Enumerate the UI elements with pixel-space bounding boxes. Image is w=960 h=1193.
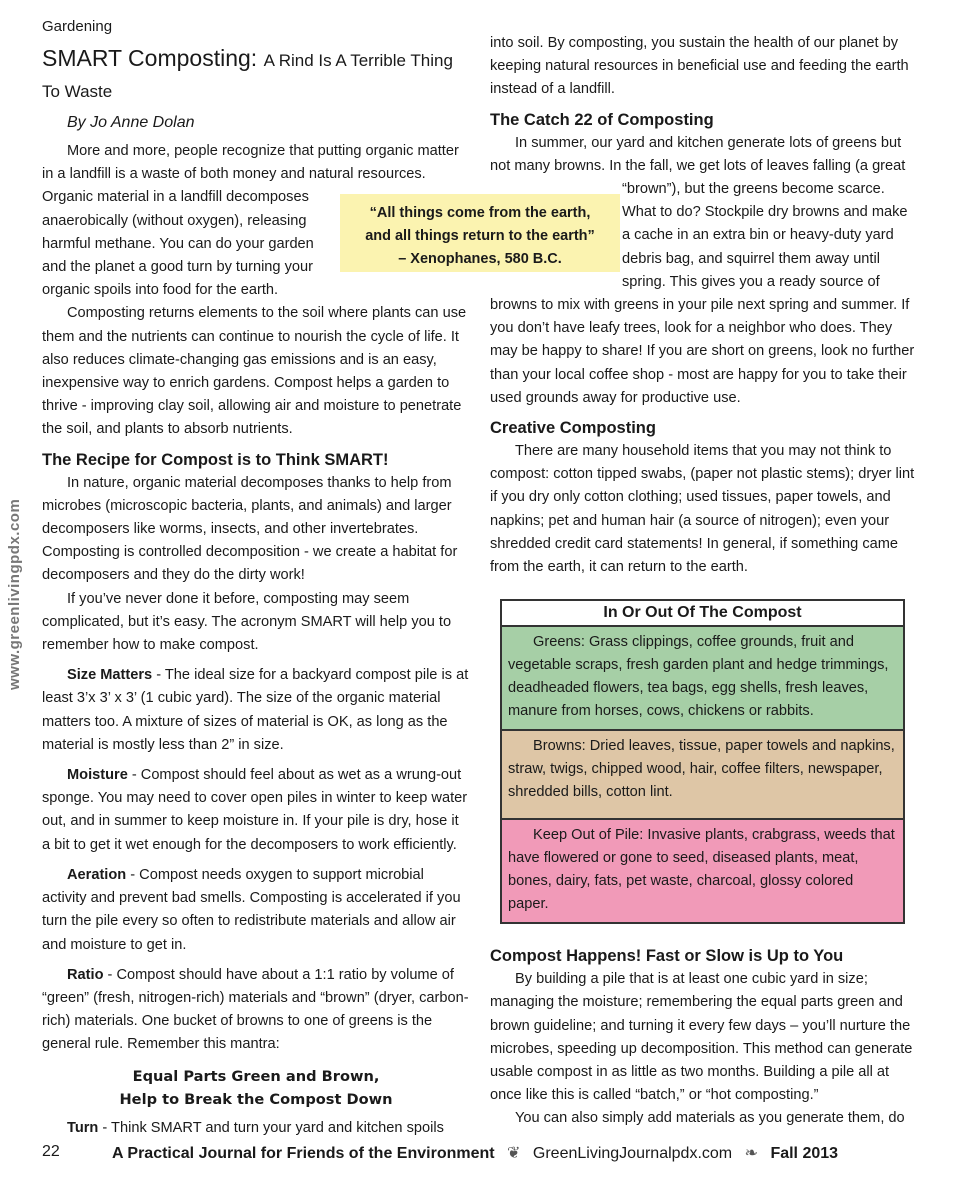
recipe-heading: The Recipe for Compost is to Think SMART! bbox=[42, 450, 389, 469]
keep-out-row: Keep Out of Pile: Invasive plants, crabgrass, weeds that have flowered or gone to seed, diseased plants, meat, bones, dairy, fats, pet waste, charcoal, glossy colored paper. bbox=[502, 820, 903, 922]
section-label: Gardening bbox=[42, 18, 113, 35]
mantra-line-2: Help to Break the Compost Down bbox=[119, 1090, 393, 1108]
catch-paragraph-1-wrap: “brown”), but the greens become scarce. What to do? Stockpile dry browns and make a cache in an extra bin or heavy-duty yard debris bag, and squirrel them away until spring. This gives you a ready source of bbox=[622, 181, 908, 290]
aeration-text: - Compost needs oxygen to support microbial activity and prevent bad smells. Composting is accelerated if you turn the pile every so often to redistribute materials and allow air and moisture to get in. bbox=[42, 866, 461, 953]
catch-paragraph-1: In summer, our yard and kitchen generate lots of greens but not many browns. In the fall, we get lots of leaves falling (a great bbox=[490, 134, 906, 174]
creative-heading: Creative Composting bbox=[490, 419, 656, 438]
intro-paragraph-2: Composting returns elements to the soil where plants can use them and the nutrients can continue to nourish the cycle of life. It also reduces climate-changing gas emissions and is an easy, inexpensive way to enrich gardens. Compost helps a garden to thrive - improving clay soil, allowing air and moisture to penetrate the soil, and plants to absorb nutrients. bbox=[42, 305, 467, 438]
turn-term: Turn bbox=[67, 1119, 99, 1136]
mantra bbox=[42, 1065, 470, 1111]
intro-paragraph-1: More and more, people recognize that putting organic matter in a landfill is a waste of both money and natural resources. bbox=[42, 143, 459, 183]
greens-row: Greens: Grass clippings, coffee grounds, fruit and vegetable scraps, fresh garden plant and hedge trimmings, deadheaded flowers, tea bags, egg shells, fresh leaves, manure from horses, cows, chickens or rabbits. bbox=[502, 627, 903, 731]
footer-site: GreenLivingJournalpdx.com bbox=[532, 1145, 733, 1162]
catch-paragraph-1-end: browns to mix with greens in your pile next spring and summer. If you don’t have leafy trees, look for a neighbor who does. They may be happy to share! If you are short on greens, look no further than your local coffee shop - most are happy for you to take their used grounds away for productive use. bbox=[490, 297, 915, 406]
mantra-line-1: Equal Parts Green and Brown, bbox=[132, 1067, 380, 1085]
moisture-paragraph bbox=[42, 764, 470, 857]
creative-paragraph: There are many household items that you may not think to compost: cotton tipped swabs, (paper not plastic stems); dryer lint if you dry only cotton clothing; used tissues, paper towels, and napkins; pet and human hair (a source of nitrogen); even your shredded credit card statements! In general, if something came from the earth, it can return to the earth. bbox=[490, 443, 915, 576]
ornament-icon: ❦ bbox=[507, 1145, 521, 1162]
right-column bbox=[490, 32, 918, 1131]
right-paragraph-0: into soil. By composting, you sustain the health of our planet by keeping natural resources in beneficial use and feeding the earth instead of a landfill. bbox=[490, 35, 909, 98]
article-title bbox=[42, 44, 470, 106]
footer-line bbox=[112, 1143, 838, 1163]
ratio-text: - Compost should have about a 1:1 ratio by volume of “green” (fresh, nitrogen-rich) materials and “brown” (dryer, carbon-rich) materials. One bucket of browns to one of greens is the general rule. Remember this mantra: bbox=[42, 966, 469, 1053]
happens-paragraph-2: You can also simply add materials as you generate them, do bbox=[515, 1110, 905, 1127]
moisture-term: Moisture bbox=[67, 767, 128, 784]
compost-table-title: In Or Out Of The Compost bbox=[502, 601, 903, 627]
ornament-icon: ❧ bbox=[744, 1145, 758, 1162]
size-paragraph bbox=[42, 664, 470, 757]
byline: By Jo Anne Dolan bbox=[67, 114, 195, 131]
recipe-paragraph-2: If you’ve never done it before, composting may seem complicated, but it’s easy. The acronym SMART will help you to remember how to make compost. bbox=[42, 590, 452, 654]
issue-date: Fall 2013 bbox=[770, 1145, 839, 1162]
title-sub: A Rind Is A Terrible Thing To Waste bbox=[42, 51, 453, 101]
compost-table bbox=[500, 599, 905, 924]
side-url: www.greenlivingpdx.com bbox=[6, 498, 23, 690]
aeration-paragraph bbox=[42, 864, 470, 957]
ratio-paragraph bbox=[42, 964, 470, 1057]
catch-heading: The Catch 22 of Composting bbox=[490, 110, 714, 129]
recipe-paragraph-1: In nature, organic material decomposes thanks to help from microbes (microscopic bacteria, plants, and animals) and larger decomposers like worms, insects, and other invertebrates. Composting is controlled decomposition - we create a habitat for decomposers and they do the dirty work! bbox=[42, 474, 458, 584]
quote-line-1: “All things come from the earth, bbox=[369, 205, 591, 221]
moisture-text: - Compost should feel about as wet as a wrung-out sponge. You may need to cover open piles in winter to keep water out, and in summer to keep moisture in. If your pile is dry, hose it a bit to get it wet enough for the decomposers to work efficiently. bbox=[42, 767, 468, 853]
ratio-term: Ratio bbox=[67, 966, 104, 983]
turn-text: - Think SMART and turn your yard and kitchen spoils bbox=[98, 1119, 444, 1136]
intro-paragraph-1-wrap: Organic material in a landfill decomposes anaerobically (without oxygen), releasing harmful methane. You can do your garden and the planet a good turn by turning your bbox=[42, 189, 314, 276]
quote-attribution: – Xenophanes, 580 B.C. bbox=[398, 251, 562, 267]
aeration-term: Aeration bbox=[67, 866, 127, 883]
title-main: SMART Composting: bbox=[42, 45, 258, 71]
size-term: Size Matters bbox=[67, 667, 153, 684]
size-text: - The ideal size for a backyard compost pile is at least 3’x 3’ x 3’ (1 cubic yard). The size of the organic material matters too. A mixture of sizes of material is OK, as long as the material is mostly less than 2” in size. bbox=[42, 667, 469, 753]
turn-paragraph bbox=[42, 1117, 470, 1140]
journal-tagline: A Practical Journal for Friends of the Environment bbox=[112, 1145, 495, 1162]
page-number: 22 bbox=[42, 1143, 60, 1160]
quote-line-2: and all things return to the earth” bbox=[365, 228, 595, 244]
happens-heading: Compost Happens! Fast or Slow is Up to You bbox=[490, 947, 844, 966]
intro-paragraph-1-end: organic spoils into food for the earth. bbox=[42, 282, 279, 299]
happens-paragraph-1: By building a pile that is at least one cubic yard in size; managing the moisture; remembering the equal parts green and brown guideline; and turning it every few days – you’ll nurture the microbes, speeding up decomposition. This method can generate usable compost in as little as two months. Building a pile all at once like this is called “batch,” or “hot composting.” bbox=[490, 971, 913, 1104]
browns-row: Browns: Dried leaves, tissue, paper towels and napkins, straw, twigs, chipped wood, hair, coffee filters, newspaper, shredded bills, cotton lint. bbox=[502, 731, 903, 820]
